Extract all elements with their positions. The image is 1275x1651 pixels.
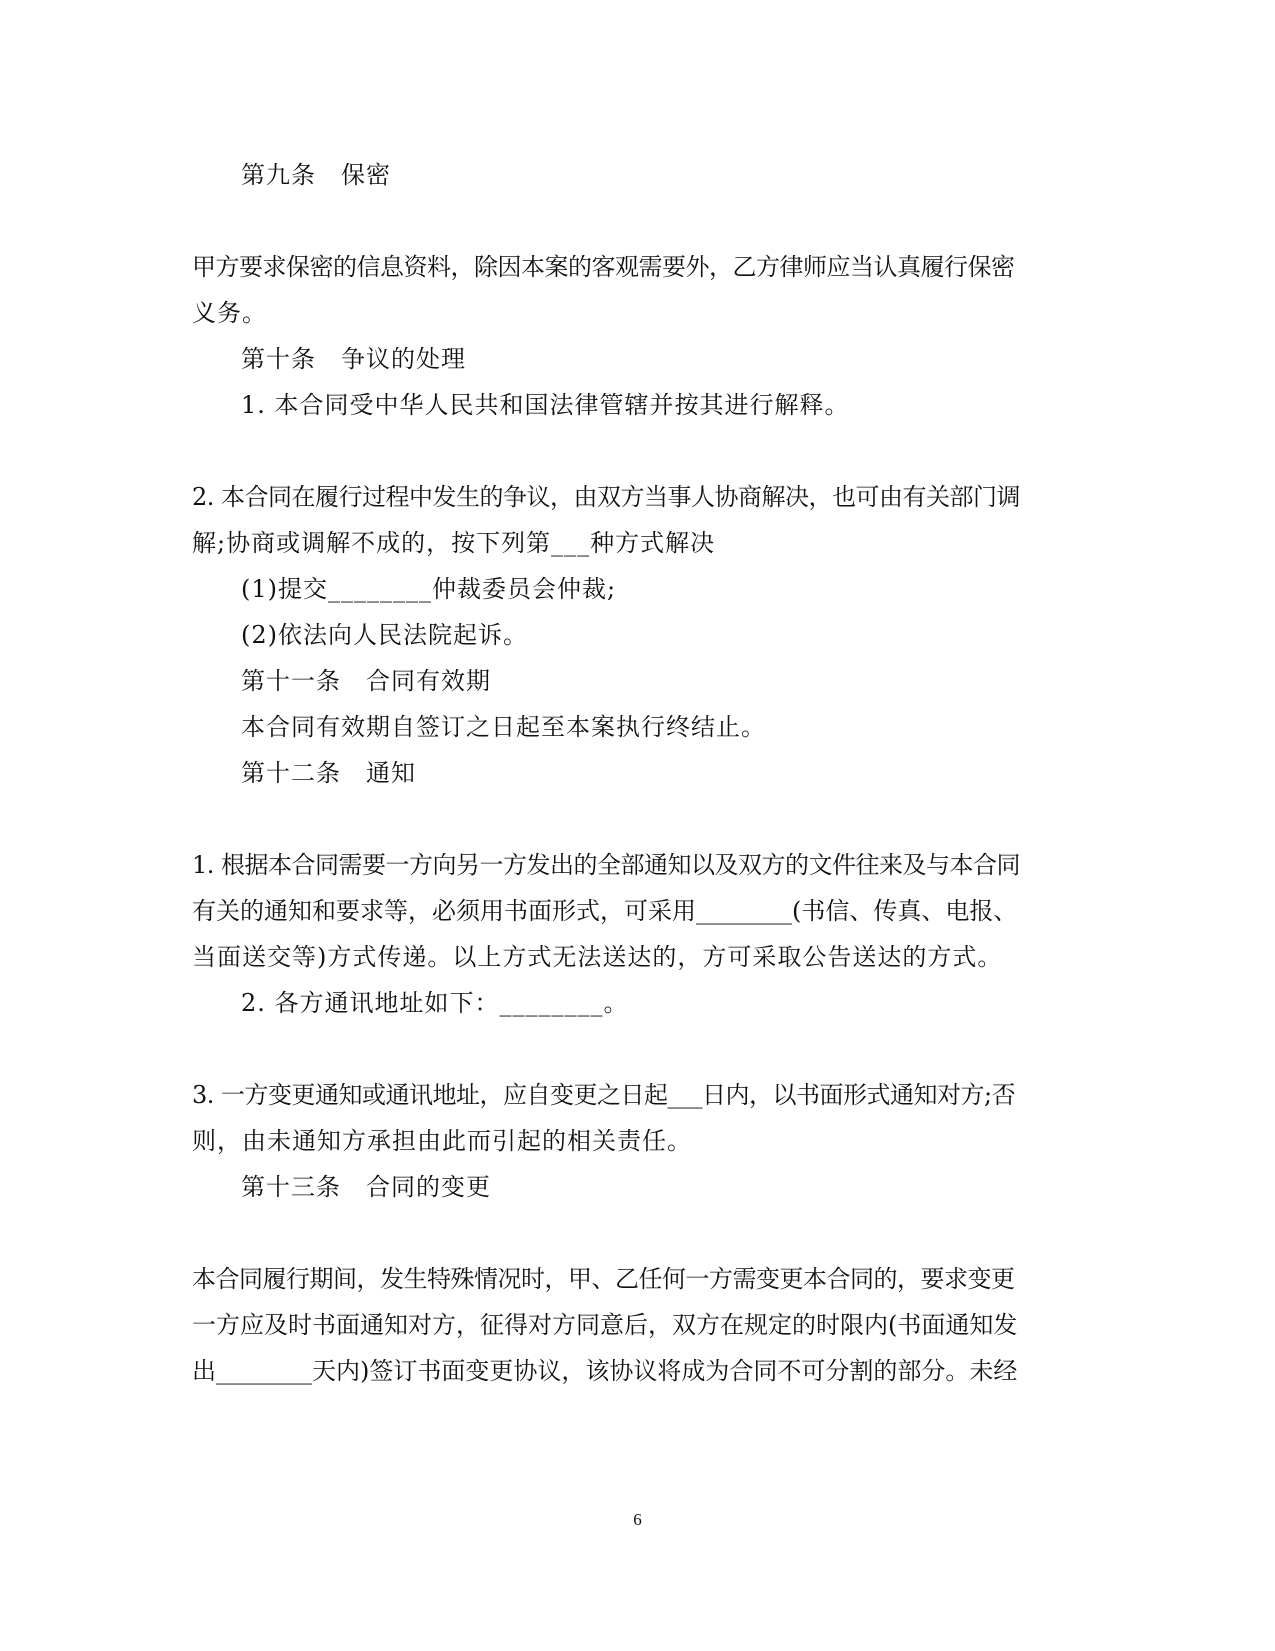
article-10-option-2: (2)依法向人民法院起诉。 xyxy=(241,621,528,649)
article-13-body-line-3: 出________天内)签订书面变更协议，该协议将成为合同不可分割的部分。未经 xyxy=(192,1357,1018,1385)
article-13-body-line-2: 一方应及时书面通知对方，征得对方同意后，双方在规定的时限内(书面通知发 xyxy=(192,1311,1018,1339)
article-12-clause-2: 2. 各方通讯地址如下：________。 xyxy=(241,989,629,1017)
article-11-body: 本合同有效期自签订之日起至本案执行终结止。 xyxy=(241,713,766,741)
article-10-heading: 第十条 争议的处理 xyxy=(241,345,466,373)
article-10-option-1: (1)提交________仲裁委员会仲裁; xyxy=(241,575,617,603)
article-9-body-line-2: 义务。 xyxy=(192,299,267,327)
article-12-clause-1-line-1: 1. 根据本合同需要一方向另一方发出的全部通知以及双方的文件往来及与本合同 xyxy=(192,851,1021,879)
article-12-clause-3-line-2: 则，由未通知方承担由此而引起的相关责任。 xyxy=(192,1127,692,1155)
article-11-heading: 第十一条 合同有效期 xyxy=(241,667,491,695)
page-number: 6 xyxy=(633,1510,642,1529)
article-13-body-line-1: 本合同履行期间，发生特殊情况时，甲、乙任何一方需变更本合同的，要求变更 xyxy=(192,1265,1015,1293)
article-12-heading: 第十二条 通知 xyxy=(241,759,416,787)
article-9-body-line-1: 甲方要求保密的信息资料，除因本案的客观需要外，乙方律师应当认真履行保密 xyxy=(192,253,1015,281)
article-10-clause-1: 1. 本合同受中华人民共和国法律管辖并按其进行解释。 xyxy=(241,391,850,419)
article-10-clause-2-line-2: 解;协商或调解不成的，按下列第___种方式解决 xyxy=(192,529,716,557)
article-13-heading: 第十三条 合同的变更 xyxy=(241,1173,491,1201)
article-12-clause-1-line-2: 有关的通知和要求等，必须用书面形式，可采用________(书信、传真、电报、 xyxy=(192,897,1018,925)
article-9-heading: 第九条 保密 xyxy=(241,161,391,189)
article-12-clause-3-line-1: 3. 一方变更通知或通讯地址，应自变更之日起___日内，以书面形式通知对方;否 xyxy=(192,1081,1016,1109)
article-12-clause-1-line-3: 当面送交等)方式传递。以上方式无法送达的，方可采取公告送达的方式。 xyxy=(192,943,1003,971)
article-10-clause-2-line-1: 2. 本合同在履行过程中发生的争议，由双方当事人协商解决，也可由有关部门调 xyxy=(192,483,1021,511)
